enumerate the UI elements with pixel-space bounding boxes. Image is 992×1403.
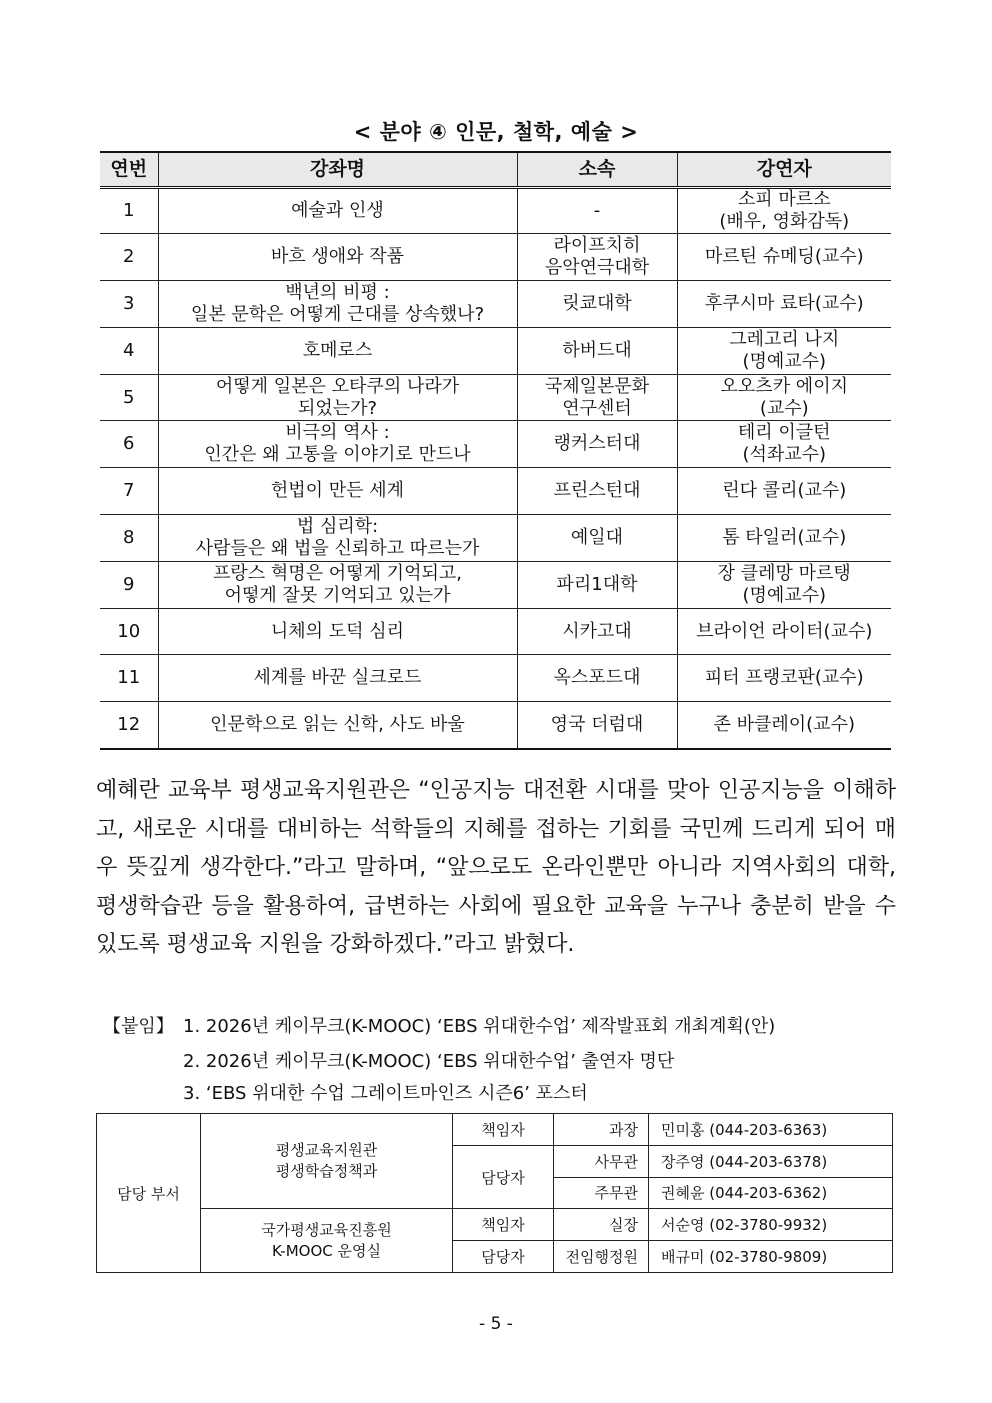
- contact-title: 주무관: [554, 1177, 649, 1209]
- lecture-org: 옥스포드대: [517, 655, 677, 702]
- contact-dept-name: 국가평생교육진흥원 K-MOOC 운영실: [201, 1209, 453, 1273]
- table-row: [100, 702, 891, 749]
- lecture-title: 호메로스: [158, 327, 517, 374]
- lecture-title: 니체의 도덕 심리: [158, 608, 517, 655]
- lecture-number: 11: [100, 655, 158, 702]
- contact-person: 서순영 (02-3780-9932): [649, 1209, 893, 1241]
- page-number: - 5 -: [479, 1314, 513, 1334]
- lecture-number: 4: [100, 327, 158, 374]
- lecture-speaker: 린다 콜리(교수): [677, 468, 891, 515]
- contact-person: 권혜윤 (044-203-6362): [649, 1177, 893, 1209]
- contact-dept-name: 평생교육지원관 평생학습정책과: [201, 1114, 453, 1209]
- contact-role: 책임자: [453, 1114, 554, 1146]
- header-org: 소속: [517, 152, 677, 187]
- table-row: [100, 234, 891, 281]
- lecture-speaker: 후쿠시마 료타(교수): [677, 281, 891, 328]
- lecture-speaker: 오오츠카 에이지 (교수): [677, 374, 891, 421]
- lecture-speaker: 브라이언 라이터(교수): [677, 608, 891, 655]
- attachment-item: 2. 2026년 케이무크(K-MOOC) ‘EBS 위대한수업’ 출연자 명단: [183, 1051, 675, 1072]
- lecture-org: 하버드대: [517, 327, 677, 374]
- lecture-number: 12: [100, 702, 158, 749]
- lecture-org: 릿쿄대학: [517, 281, 677, 328]
- lecture-table: [100, 151, 891, 750]
- lecture-org: 국제일본문화 연구센터: [517, 374, 677, 421]
- table-row: [100, 327, 891, 374]
- table-row: [100, 655, 891, 702]
- lecture-org: 파리1대학: [517, 561, 677, 608]
- lecture-speaker: 피터 프랭코판(교수): [677, 655, 891, 702]
- lecture-title: 백년의 비평 : 일본 문학은 어떻게 근대를 상속했나?: [158, 281, 517, 328]
- table-row: [100, 468, 891, 515]
- lecture-number: 5: [100, 374, 158, 421]
- lecture-table-header: [100, 152, 891, 187]
- table-row: [100, 515, 891, 562]
- lecture-title: 프랑스 혁명은 어떻게 기억되고, 어떻게 잘못 기억되고 있는가: [158, 561, 517, 608]
- table-row: [100, 608, 891, 655]
- lecture-number: 10: [100, 608, 158, 655]
- contact-role: 담당자: [453, 1145, 554, 1209]
- contact-person: 민미홍 (044-203-6363): [649, 1114, 893, 1146]
- lecture-number: 3: [100, 281, 158, 328]
- lecture-number: 8: [100, 515, 158, 562]
- contact-role: 책임자: [453, 1209, 554, 1241]
- attachment-item: 1. 2026년 케이무크(K-MOOC) ‘EBS 위대한수업’ 제작발표회 개최계획(안): [183, 1016, 776, 1037]
- contact-dept-header: 담당 부서: [97, 1114, 201, 1273]
- lecture-title: 바흐 생애와 작품: [158, 234, 517, 281]
- table-row: [100, 561, 891, 608]
- contact-person: 장주영 (044-203-6378): [649, 1145, 893, 1177]
- lecture-title: 인문학으로 읽는 신학, 사도 바울: [158, 702, 517, 749]
- lecture-title: 법 심리학: 사람들은 왜 법을 신뢰하고 따르는가: [158, 515, 517, 562]
- lecture-speaker: 그레고리 나지 (명예교수): [677, 327, 891, 374]
- lecture-number: 2: [100, 234, 158, 281]
- attachment-item: 3. ‘EBS 위대한 수업 그레이트마인즈 시즌6’ 포스터: [183, 1083, 588, 1104]
- lecture-number: 7: [100, 468, 158, 515]
- lecture-org: 프린스턴대: [517, 468, 677, 515]
- lecture-org: 시카고대: [517, 608, 677, 655]
- lecture-speaker: 마르틴 슈메딩(교수): [677, 234, 891, 281]
- lecture-org: -: [517, 187, 677, 234]
- lecture-speaker: 톰 타일러(교수): [677, 515, 891, 562]
- contact-title: 사무관: [554, 1145, 649, 1177]
- lecture-org: 랭커스터대: [517, 421, 677, 468]
- contact-table: [96, 1113, 893, 1273]
- contact-person: 배규미 (02-3780-9809): [649, 1241, 893, 1273]
- lecture-org: 라이프치히 음악연극대학: [517, 234, 677, 281]
- header-speaker: 강연자: [677, 152, 891, 187]
- section-title: < 분야 ④ 인문, 철학, 예술 >: [353, 120, 639, 144]
- lecture-title: 어떻게 일본은 오타쿠의 나라가 되었는가?: [158, 374, 517, 421]
- lecture-speaker: 장 클레망 마르탱 (명예교수): [677, 561, 891, 608]
- table-row: [100, 281, 891, 328]
- body-paragraph: 예혜란 교육부 평생교육지원관은 “인공지능 대전환 시대를 맞아 인공지능을 이해하고, 새로운 시대를 대비하는 석학들의 지혜를 접하는 기회를 국민께 드리게 되어 매우 뜻깊게 생각한다.”라고 말하며, “앞으로도 온라인뿐만 아니라 지역사회의 대학, 평생학습관 등을 활용하여, 급변하는 사회에 필요한 교육을 누구나 충분히 받을 수 있도록 평생교육 지원을 강화하겠다.”라고 밝혔다.: [96, 778, 896, 957]
- lecture-title: 비극의 역사 : 인간은 왜 고통을 이야기로 만드나: [158, 421, 517, 468]
- lecture-title: 예술과 인생: [158, 187, 517, 234]
- lecture-number: 6: [100, 421, 158, 468]
- lecture-number: 9: [100, 561, 158, 608]
- table-row: [100, 187, 891, 234]
- table-row: [100, 421, 891, 468]
- lecture-speaker: 테리 이글턴 (석좌교수): [677, 421, 891, 468]
- contact-title: 과장: [554, 1114, 649, 1146]
- lecture-speaker: 존 바클레이(교수): [677, 702, 891, 749]
- lecture-speaker: 소피 마르소 (배우, 영화감독): [677, 187, 891, 234]
- lecture-org: 영국 더럼대: [517, 702, 677, 749]
- lecture-title: 세계를 바꾼 실크로드: [158, 655, 517, 702]
- lecture-title: 헌법이 만든 세계: [158, 468, 517, 515]
- header-no: 연번: [100, 152, 158, 187]
- contact-role: 담당자: [453, 1241, 554, 1273]
- lecture-org: 예일대: [517, 515, 677, 562]
- contact-title: 실장: [554, 1209, 649, 1241]
- attachment-label: 【붙임】: [103, 1016, 174, 1037]
- contact-title: 전임행정원: [554, 1241, 649, 1273]
- header-title: 강좌명: [158, 152, 517, 187]
- lecture-number: 1: [100, 187, 158, 234]
- table-row: [100, 374, 891, 421]
